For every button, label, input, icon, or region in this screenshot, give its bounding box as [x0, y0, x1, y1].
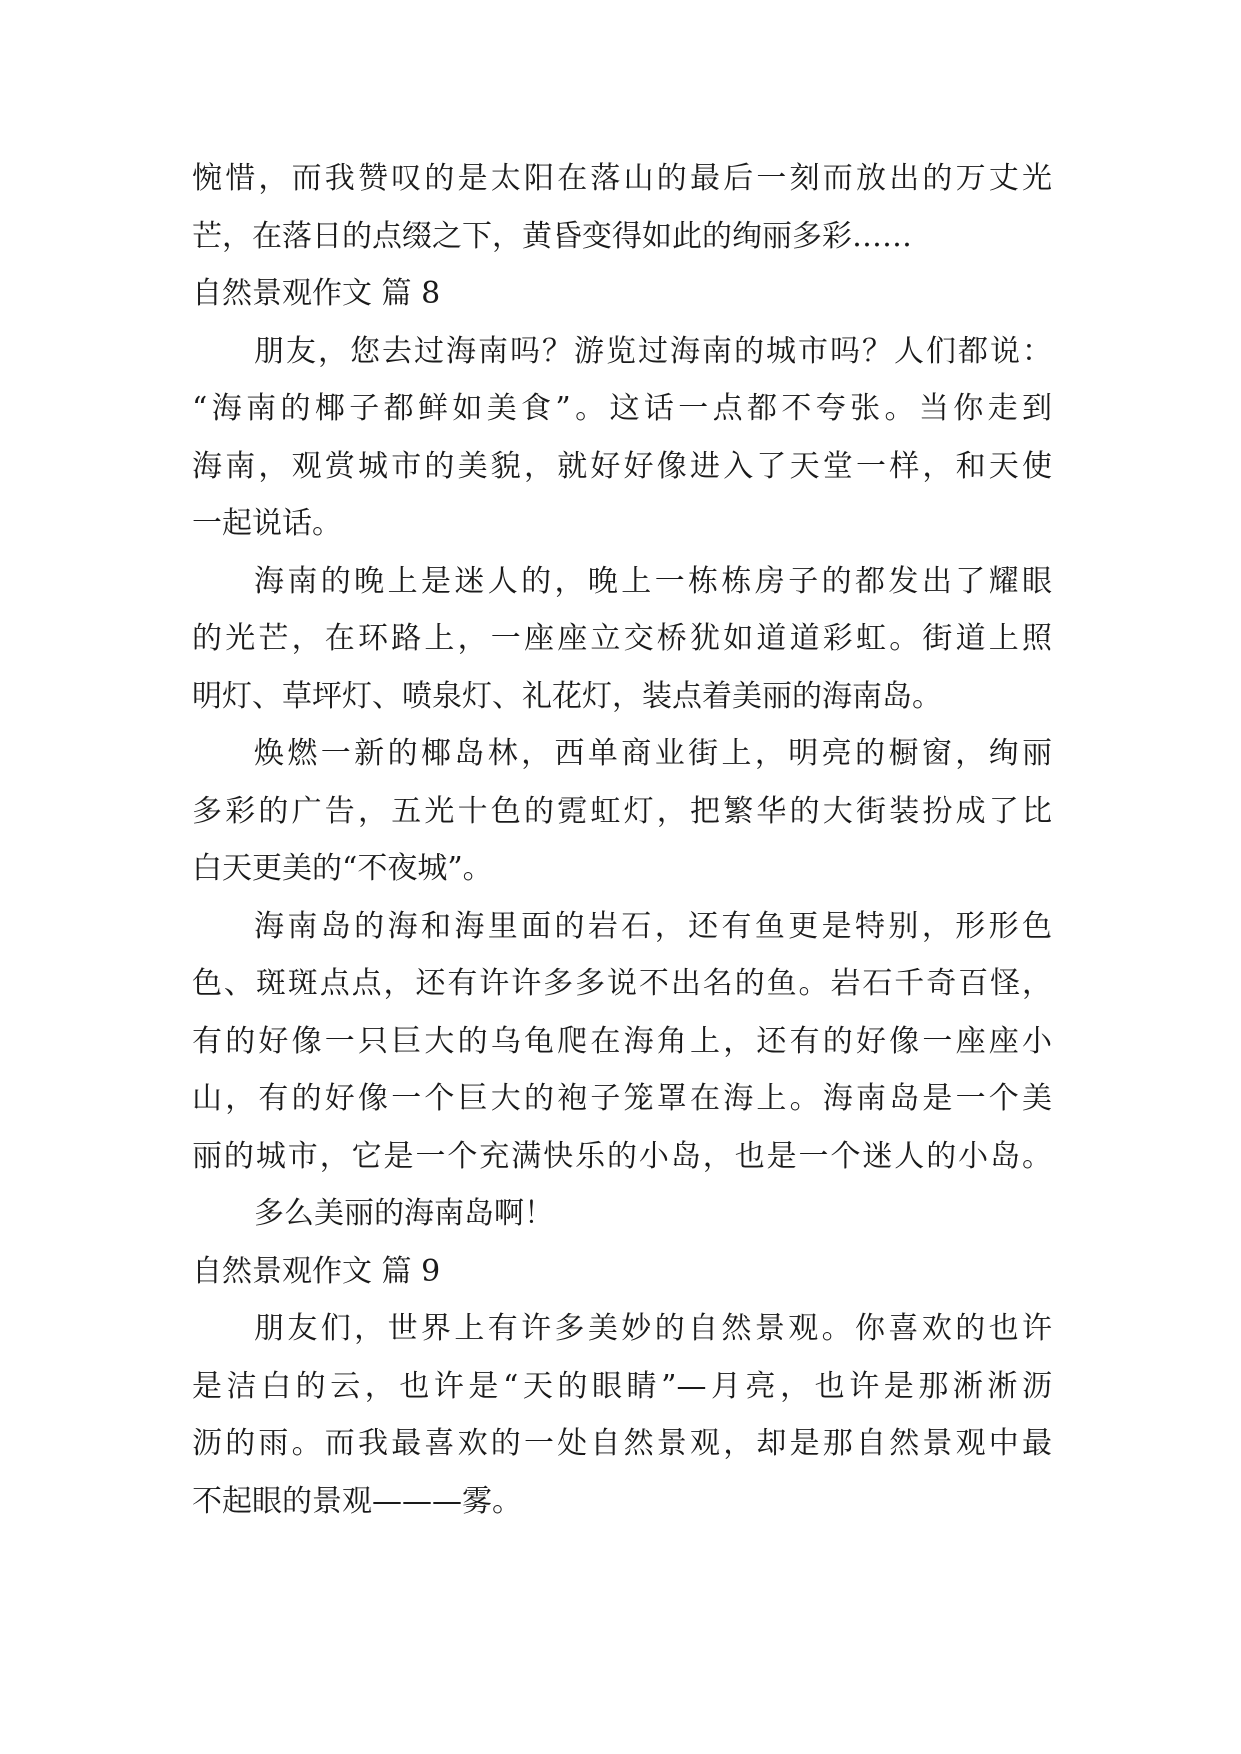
paragraph-line: 芒，在落日的点缀之下，黄昏变得如此的绚丽多彩…… [192, 218, 912, 254]
paragraph-line: 多彩的广告，五光十色的霓虹灯，把繁华的大街装扮成了比 [192, 793, 1052, 829]
paragraph-line: 朋友们，世界上有许多美妙的自然景观。你喜欢的也许 [254, 1311, 1052, 1346]
paragraph-line: 有的好像一只巨大的乌龟爬在海角上，还有的好像一座座小 [192, 1023, 1052, 1059]
paragraph-line: 沥的雨。而我最喜欢的一处自然景观，却是那自然景观中最 [192, 1426, 1052, 1461]
section-heading: 自然景观作文 篇 9 [192, 1253, 441, 1289]
paragraph-line: 白天更美的“不夜城”。 [192, 851, 493, 886]
paragraph-line: 海南岛的海和海里面的岩石，还有鱼更是特别，形形色 [254, 908, 1052, 944]
paragraph-line: 明灯、草坪灯、喷泉灯、礼花灯，装点着美丽的海南岛。 [192, 678, 942, 714]
paragraph-line: 是洁白的云，也许是“天的眼睛”—月亮，也许是那淅淅沥 [192, 1368, 1052, 1404]
paragraph-line: 海南的晚上是迷人的，晚上一栋栋房子的都发出了耀眼 [254, 563, 1052, 599]
paragraph-line: 焕燃一新的椰岛林，西单商业街上，明亮的橱窗，绚丽 [254, 736, 1052, 771]
paragraph-line: 惋惜，而我赞叹的是太阳在落山的最后一刻而放出的万丈光 [192, 161, 1052, 196]
paragraph-line: 山，有的好像一个巨大的袍子笼罩在海上。海南岛是一个美 [192, 1081, 1052, 1116]
paragraph-line: 丽的城市，它是一个充满快乐的小岛，也是一个迷人的小岛。 [192, 1138, 1052, 1174]
document-body [192, 150, 1052, 1530]
section-heading: 自然景观作文 篇 8 [192, 276, 441, 311]
paragraph-line: 不起眼的景观———雾。 [192, 1483, 522, 1519]
paragraph-line: 的光芒，在环路上，一座座立交桥犹如道道彩虹。街道上照 [192, 621, 1052, 656]
paragraph-line: 朋友，您去过海南吗？游览过海南的城市吗？人们都说： [254, 333, 1052, 369]
paragraph-line: 色、斑斑点点，还有许许多多说不出名的鱼。岩石千奇百怪， [192, 966, 1052, 1001]
paragraph-line: 海南，观赏城市的美貌，就好好像进入了天堂一样，和天使 [192, 448, 1052, 484]
paragraph-line: 多么美丽的海南岛啊！ [254, 1196, 554, 1231]
paragraph-line: “海南的椰子都鲜如美食”。这话一点都不夸张。当你走到 [192, 391, 1052, 426]
paragraph-line: 一起说话。 [192, 506, 342, 541]
